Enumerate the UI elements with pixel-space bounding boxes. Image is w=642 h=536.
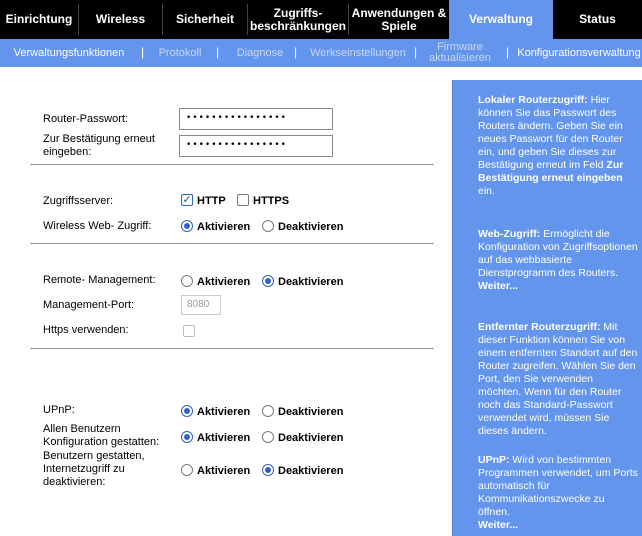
remote-mgmt-activate-radio[interactable]: [181, 275, 193, 287]
help-local-access-text: Hier können Sie das Passwort des Routers ändern. Geben Sie ein neues Passwort für den Router ein, und geben Sie dieses zur Bestätigung erneut im Feld: [478, 94, 623, 171]
tab-zugriffsbeschraenkungen[interactable]: Zugriffs- beschränkungen: [249, 5, 347, 33]
subnav-divider: |: [294, 45, 298, 59]
help-web-access-title: Web-Zugriff:: [478, 228, 541, 240]
allow-internet-label-line2: Internetzugriff zu: [43, 463, 125, 475]
wireless-web-activate-radio[interactable]: [181, 220, 193, 232]
management-port-label: Management-Port:: [43, 299, 135, 311]
help-local-access-field: Zur Bestätigung erneut eingeben: [478, 159, 624, 184]
management-port-input[interactable]: 8080: [181, 295, 221, 315]
help-local-access: [478, 94, 638, 198]
subnav-divider: |: [506, 45, 510, 59]
settings-form: [0, 80, 452, 536]
upnp-deactivate-radio[interactable]: [262, 405, 274, 417]
help-web-access: [478, 228, 638, 293]
help-remote-access: [478, 321, 638, 438]
allow-config-activate-label: Aktivieren: [197, 432, 251, 444]
subtab-verwaltungsfunktionen[interactable]: Verwaltungsfunktionen: [13, 46, 125, 59]
allow-config-deactivate-label: Deaktivieren: [278, 432, 344, 444]
tab-sicherheit[interactable]: Sicherheit: [175, 12, 235, 26]
section-divider: [30, 348, 434, 349]
upnp-label: UPnP:: [43, 404, 75, 416]
confirm-password-label-line2: eingeben:: [43, 146, 92, 158]
subnav-divider: |: [216, 45, 220, 59]
https-use-checkbox[interactable]: [183, 325, 195, 337]
help-local-access-title: Lokaler Routerzugriff:: [478, 94, 588, 106]
wireless-web-activate-label: Aktivieren: [197, 221, 251, 233]
subtab-protokoll[interactable]: Protokoll: [158, 46, 202, 59]
subnav-divider: |: [414, 45, 418, 59]
allow-internet-deactivate-radio[interactable]: [262, 464, 274, 476]
tab-verwaltung[interactable]: Verwaltung: [449, 0, 553, 39]
allow-config-deactivate-radio[interactable]: [262, 431, 274, 443]
remote-mgmt-activate-label: Aktivieren: [197, 276, 251, 288]
main-tab-bar: [0, 0, 642, 39]
help-local-access-end: ein.: [478, 185, 495, 197]
confirm-password-input[interactable]: ••••••••••••••••: [179, 135, 333, 157]
help-upnp-more-link[interactable]: Weiter...: [478, 519, 519, 531]
allow-internet-activate-label: Aktivieren: [197, 465, 251, 477]
http-checkbox[interactable]: ✓: [182, 194, 192, 206]
wireless-web-deactivate-label: Deaktivieren: [278, 221, 344, 233]
remote-management-label: Remote- Management:: [43, 274, 156, 286]
access-server-label: Zugriffsserver:: [43, 195, 114, 207]
upnp-activate-label: Aktivieren: [197, 406, 251, 418]
tab-status[interactable]: Status: [579, 12, 616, 26]
tab-anwendungen-spiele[interactable]: Anwendungen & Spiele: [351, 5, 447, 33]
section-divider: [30, 243, 434, 244]
http-label: HTTP: [197, 195, 226, 207]
section-divider: [30, 164, 434, 165]
router-password-input[interactable]: ••••••••••••••••: [179, 108, 333, 130]
subtab-konfigurationsverwaltung[interactable]: Konfigurationsverwaltung: [517, 46, 641, 59]
router-password-label: Router-Passwort:: [43, 113, 128, 125]
subtab-diagnose[interactable]: Diagnose: [236, 46, 284, 59]
upnp-deactivate-label: Deaktivieren: [278, 406, 344, 418]
help-upnp: [478, 454, 638, 532]
allow-config-activate-radio[interactable]: [181, 431, 193, 443]
wireless-web-access-label: Wireless Web- Zugriff:: [43, 220, 152, 232]
help-web-access-more-link[interactable]: Weiter...: [478, 280, 519, 292]
subnav-divider: |: [141, 45, 145, 59]
upnp-activate-radio[interactable]: [181, 405, 193, 417]
allow-internet-activate-radio[interactable]: [181, 464, 193, 476]
help-upnp-title: UPnP:: [478, 454, 510, 466]
help-upnp-text: Wird von bestimmten Programmen verwendet, um Ports automatisch für Kommunikationszwecke zu öffnen.: [478, 454, 638, 518]
tab-einrichtung[interactable]: Einrichtung: [5, 12, 73, 26]
help-remote-access-text: Mit dieser Funktion können Sie von einem entfernten Standort auf den Router zugreifen. Wählen Sie den Port, den Sie verwenden möchten. Wenn für den Router noch das Standard-Passwort verwendet wird, müssen Sie dieses ändern.: [478, 321, 638, 437]
remote-mgmt-deactivate-label: Deaktivieren: [278, 276, 344, 288]
help-panel: [452, 80, 642, 536]
sub-navigation: [0, 39, 642, 67]
https-checkbox[interactable]: [237, 194, 249, 206]
allow-internet-deactivate-label: Deaktivieren: [278, 465, 344, 477]
help-remote-access-title: Entfernter Routerzugriff:: [478, 321, 601, 333]
subtab-firmware-aktualisieren[interactable]: Firmware aktualisieren: [429, 41, 491, 64]
allow-config-label-line2: Konfiguration gestatten:: [43, 436, 160, 448]
https-use-label: Https verwenden:: [43, 324, 129, 336]
wireless-web-deactivate-radio[interactable]: [262, 220, 274, 232]
allow-config-label-line1: Allen Benutzern: [43, 423, 121, 435]
subtab-werkseinstellungen[interactable]: Werkseinstellungen: [310, 46, 406, 59]
allow-internet-label-line1: Benutzern gestatten,: [43, 450, 145, 462]
help-web-access-text: Ermöglicht die Konfiguration von Zugriffsoptionen auf das webbasierte Dienstprogramm des Routers.: [478, 228, 638, 279]
tab-wireless[interactable]: Wireless: [95, 12, 146, 26]
https-label: HTTPS: [253, 195, 290, 207]
allow-internet-label-line3: deaktivieren:: [43, 476, 106, 488]
remote-mgmt-deactivate-radio[interactable]: [262, 275, 274, 287]
confirm-password-label-line1: Zur Bestätigung erneut: [43, 133, 155, 145]
